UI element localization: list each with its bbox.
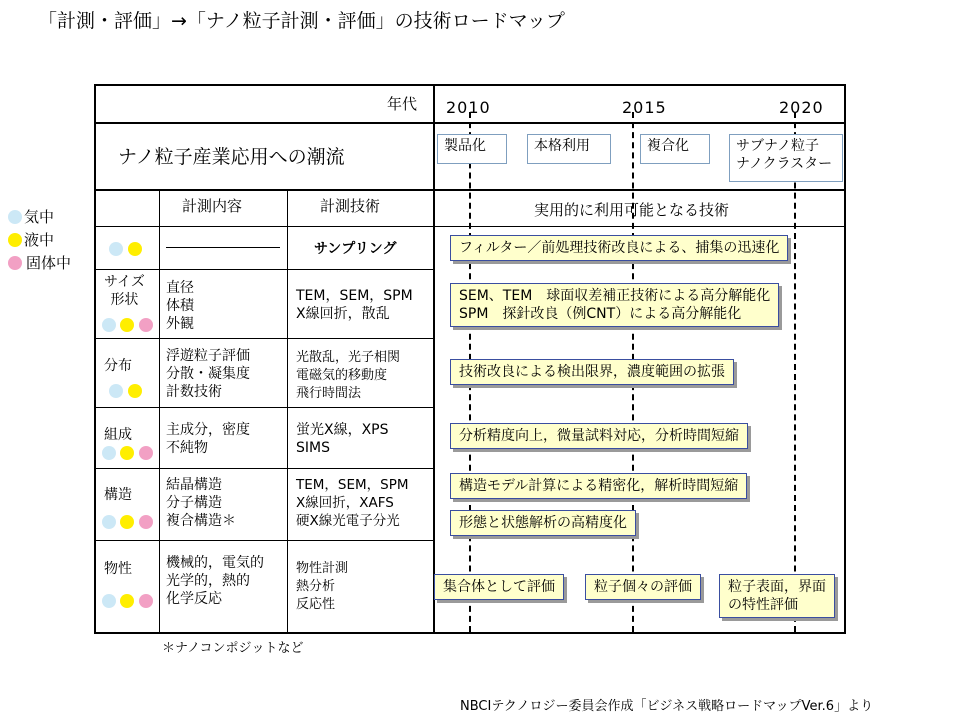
solid-dot	[139, 515, 153, 529]
row-distribution-tech: 光散乱，光子相関 電磁気的移動度 飛行時間法	[296, 350, 401, 401]
liquid-dot	[128, 384, 142, 398]
row-properties-note-individual: 粒子個々の評価	[585, 574, 701, 600]
gas-dot	[109, 384, 123, 398]
column-header-future: 実用的に利用可能となる技術	[534, 201, 730, 219]
row-properties-note-surface: 粒子表面，界面 の特性評価	[719, 574, 835, 618]
gas-dot	[102, 318, 116, 332]
row-composition-category: 組成	[104, 427, 132, 443]
row-composition-tech: 蛍光X線，XPS SIMS	[296, 422, 389, 456]
row-size-content: 直径 体積 外観	[166, 280, 194, 332]
row-sampling-note: フィルター／前処理技術改良による、捕集の迅速化	[450, 235, 788, 261]
liquid-dot	[120, 515, 134, 529]
gas-dot	[102, 446, 116, 460]
column-header-tech: 計測技術	[320, 197, 381, 215]
grid-line	[159, 190, 160, 632]
liquid-dot	[128, 242, 142, 256]
footnote: ＊ナノコンポジットなど	[162, 641, 304, 656]
grid-line	[287, 190, 288, 632]
liquid-dot	[120, 594, 134, 608]
legend-liquid-dot	[8, 233, 22, 247]
source-credit: NBCIテクノロジー委員会作成「ビジネス戦略ロードマップVer.6」より	[460, 699, 874, 714]
row-structure-note-2: 形態と状態解析の高精度化	[450, 510, 636, 536]
gas-dot	[102, 515, 116, 529]
year-2020-line	[794, 112, 796, 632]
row-size-note: SEM、TEM 球面収差補正技術による高分解能化 SPM 探針改良（例CNT）による高分解能化	[450, 283, 779, 327]
legend-gas-label: 気中	[24, 208, 55, 226]
row-properties-category: 物性	[104, 561, 132, 577]
grid-line	[96, 269, 434, 270]
trend-box-sub-nano: サブナノ粒子 ナノクラスター	[729, 134, 843, 182]
column-header-content: 計測内容	[182, 197, 243, 215]
row-structure-category: 構造	[104, 487, 132, 503]
year-2010: 2010	[446, 98, 491, 117]
gas-dot	[109, 242, 123, 256]
row-sampling-tech: サンプリング	[314, 241, 397, 257]
trend-label: ナノ粒子産業応用への潮流	[118, 146, 345, 168]
row-structure-tech: TEM，SEM，SPM X線回折，XAFS 硬X線光電子分光	[296, 477, 409, 529]
trend-box-full-use: 本格利用	[527, 134, 611, 164]
grid-line	[96, 407, 434, 408]
grid-line	[96, 338, 434, 339]
gas-dot	[102, 594, 116, 608]
page-title: 「計測・評価」→「ナノ粒子計測・評価」の技術ロードマップ	[38, 10, 565, 32]
grid-line	[433, 86, 435, 632]
grid-line	[96, 468, 434, 469]
row-size-tech: TEM，SEM，SPM X線回折，散乱	[296, 288, 413, 322]
row-properties-tech: 物性計測 熱分析 反応性	[296, 561, 349, 612]
row-distribution-note: 技術改良による検出限界，濃度範囲の拡張	[450, 359, 734, 385]
row-size-category: サイズ 形状	[104, 274, 145, 308]
liquid-dot	[120, 446, 134, 460]
trend-box-composite: 複合化	[640, 134, 710, 164]
legend-solid-dot	[8, 256, 22, 270]
row-structure-note-1: 構造モデル計算による精密化，解析時間短縮	[450, 473, 747, 499]
year-label: 年代	[387, 95, 418, 113]
year-2020: 2020	[779, 98, 824, 117]
legend-gas-dot	[8, 210, 22, 224]
solid-dot	[139, 318, 153, 332]
row-properties-content: 機械的，電気的 光学的，熱的 化学反応	[166, 555, 264, 607]
trend-box-productization: 製品化	[437, 134, 507, 164]
year-2015: 2015	[622, 98, 667, 117]
row-composition-note: 分析精度向上，微量試料対応，分析時間短縮	[450, 423, 748, 449]
solid-dot	[139, 594, 153, 608]
solid-dot	[139, 446, 153, 460]
row-properties-note-aggregate: 集合体として評価	[434, 574, 564, 600]
empty-content-line	[166, 247, 280, 248]
legend-solid-label: 固体中	[26, 254, 72, 272]
row-structure-content: 結晶構造 分子構造 複合構造＊	[166, 477, 236, 529]
grid-line	[96, 540, 434, 541]
legend-liquid-label: 液中	[24, 231, 55, 249]
row-distribution-category: 分布	[104, 358, 132, 374]
row-distribution-content: 浮遊粒子評価 分散・凝集度 計数技術	[166, 348, 250, 400]
row-composition-content: 主成分，密度 不純物	[166, 422, 250, 456]
liquid-dot	[120, 318, 134, 332]
